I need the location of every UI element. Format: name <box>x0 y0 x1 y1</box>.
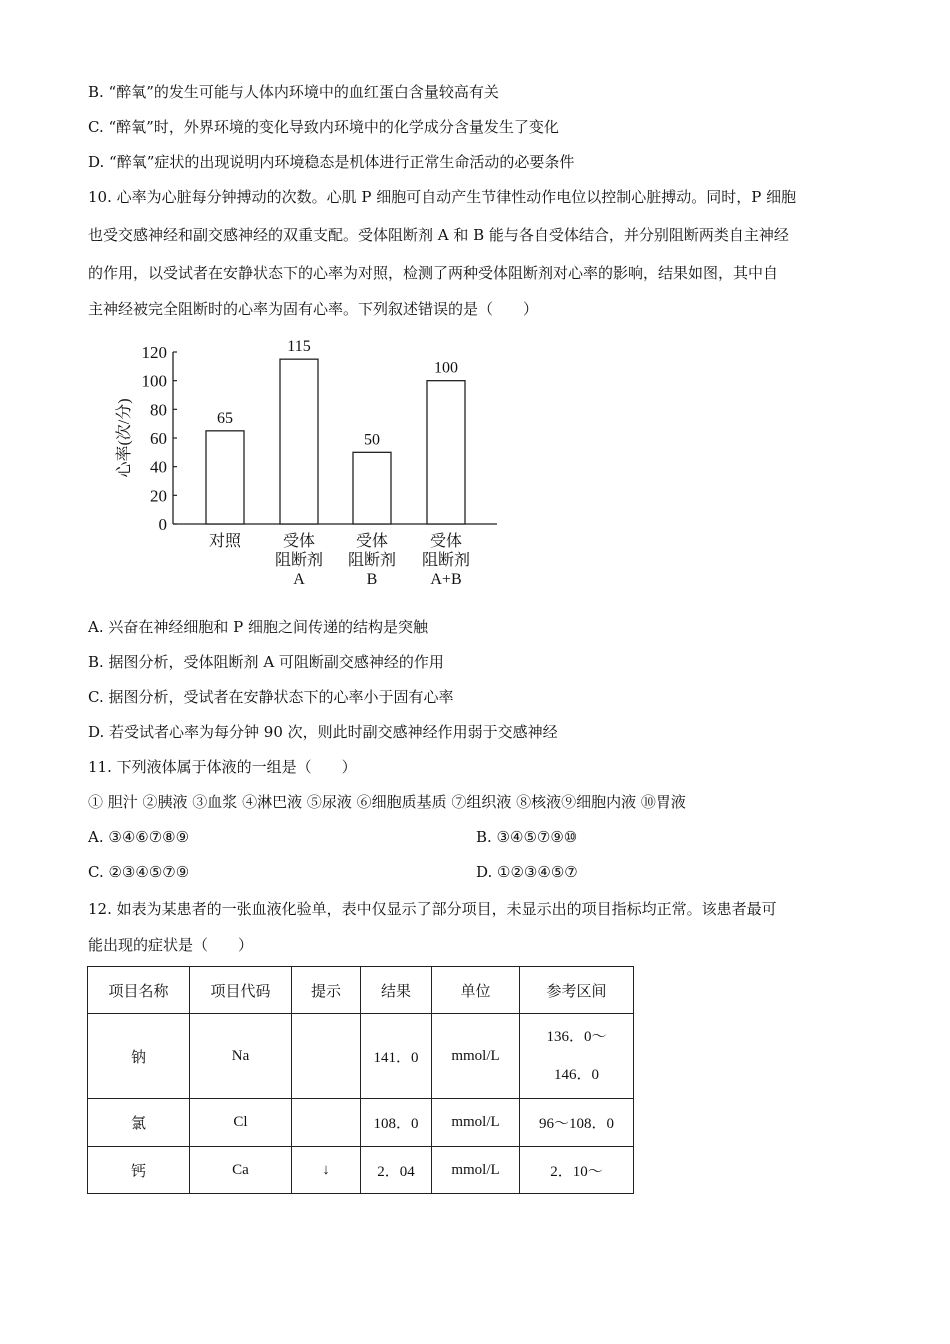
y-ticks <box>142 343 178 534</box>
cell-name: 氯 <box>88 1099 190 1147</box>
cell-result: 141．0 <box>361 1014 432 1099</box>
down-arrow-icon: ↓ <box>322 1161 330 1178</box>
q10-stem-line-4: 主神经被完全阻断时的心率为固有心率。下列叙述错误的是（ ） <box>88 300 539 318</box>
cell-reference-range <box>520 1014 634 1099</box>
cell-unit: mmol/L <box>432 1147 520 1194</box>
cell-name: 钠 <box>88 1014 190 1099</box>
y-tick-label: 80 <box>150 400 167 420</box>
q11-option-b: B. ③④⑤⑦⑨⑩ <box>476 828 578 846</box>
q12-stem-line-2: 能出现的症状是（ ） <box>88 936 254 954</box>
header-unit: 单位 <box>432 967 520 1014</box>
cell-hint <box>292 1099 361 1147</box>
x-category-labels <box>209 532 470 588</box>
bar-value-label: 100 <box>434 359 458 377</box>
x-category-label: 阻断剂 <box>347 552 397 569</box>
blood-test-table <box>87 966 634 1194</box>
range-line-2: 146．0 <box>553 1067 599 1083</box>
heart-rate-bar-chart <box>100 330 520 600</box>
header-item-code: 项目代码 <box>190 967 292 1014</box>
q10-option-b: B. 据图分析，受体阻断剂 A 可阻断副交感神经的作用 <box>88 653 444 671</box>
cell-reference-range: 96～108．0 <box>520 1099 634 1147</box>
chart-canvas <box>100 330 520 600</box>
q11-items: ① 胆汁 ②胰液 ③血浆 ④淋巴液 ⑤尿液 ⑥细胞质基质 ⑦组织液 ⑧核液⑨细胞内液 ⑩胃液 <box>88 793 686 811</box>
q11-option-d: D. ①②③④⑤⑦ <box>476 863 578 881</box>
q10-option-a: A. 兴奋在神经细胞和 P 细胞之间传递的结构是突触 <box>88 618 428 636</box>
x-category-label: A+B <box>430 571 462 588</box>
q12-stem-line-1: 12. 如表为某患者的一张血液化验单，表中仅显示了部分项目，未显示出的项目指标均正常。该患者最可 <box>88 900 777 918</box>
q10-stem-line-1: 10. 心率为心脏每分钟搏动的次数。心肌 P 细胞可自动产生节律性动作电位以控制心脏搏动。同时，P 细胞 <box>88 188 797 206</box>
bar-value-label: 50 <box>364 431 380 449</box>
q9-option-d: D. “醉氧”症状的出现说明内环境稳态是机体进行正常生命活动的必要条件 <box>88 153 575 171</box>
range-line-1: 136．0～ <box>546 1029 607 1045</box>
x-category-label: 受体 <box>355 533 389 550</box>
bar <box>280 359 318 524</box>
q10-option-c: C. 据图分析，受试者在安静状态下的心率小于固有心率 <box>88 688 454 706</box>
header-hint: 提示 <box>292 967 361 1014</box>
q10-stem-line-3: 的作用，以受试者在安静状态下的心率为对照，检测了两种受体阻断剂对心率的影响，结果如图，其中自 <box>88 264 779 282</box>
y-tick-label: 20 <box>150 486 167 506</box>
q9-option-c: C. “醉氧”时，外界环境的变化导致内环境中的化学成分含量发生了变化 <box>88 118 559 136</box>
header-reference-range: 参考区间 <box>520 967 634 1014</box>
table-row <box>88 1099 634 1147</box>
q11-option-c: C. ②③④⑤⑦⑨ <box>88 863 190 881</box>
y-tick-label: 120 <box>141 343 167 362</box>
q11-option-a: A. ③④⑥⑦⑧⑨ <box>88 828 190 846</box>
q10-stem-line-2: 也受交感神经和副交感神经的双重支配。受体阻断剂 A 和 B 能与各自受体结合，并分别阻断两类自主神经 <box>88 226 789 244</box>
y-axis-label: 心率(次/分) <box>116 398 133 478</box>
y-tick-label: 60 <box>150 429 167 448</box>
cell-name: 钙 <box>88 1147 190 1194</box>
table-header-row <box>88 967 634 1014</box>
cell-code: Cl <box>190 1099 292 1147</box>
cell-code: Na <box>190 1014 292 1099</box>
x-category-label: 受体 <box>282 533 316 550</box>
x-category-label: 对照 <box>208 533 242 550</box>
cell-hint <box>292 1014 361 1099</box>
x-category-label: 受体 <box>429 533 463 550</box>
table-row <box>88 1014 634 1099</box>
bar <box>206 431 244 524</box>
table-row <box>88 1147 634 1194</box>
bar-value-label: 115 <box>287 338 311 356</box>
x-category-label: 阻断剂 <box>274 552 324 569</box>
cell-unit: mmol/L <box>432 1099 520 1147</box>
cell-hint <box>292 1147 361 1194</box>
bar <box>427 381 465 524</box>
cell-result: 108．0 <box>361 1099 432 1147</box>
bars <box>206 338 465 524</box>
y-tick-label: 100 <box>141 371 167 391</box>
q9-option-b: B. “醉氧”的发生可能与人体内环境中的血红蛋白含量较高有关 <box>88 83 499 101</box>
q10-option-d: D. 若受试者心率为每分钟 90 次，则此时副交感神经作用弱于交感神经 <box>88 723 558 741</box>
header-item-name: 项目名称 <box>88 967 190 1014</box>
cell-unit: mmol/L <box>432 1014 520 1099</box>
y-tick-label: 40 <box>150 457 167 477</box>
cell-code: Ca <box>190 1147 292 1194</box>
y-tick-label: 0 <box>158 515 167 534</box>
x-category-label: 阻断剂 <box>421 552 471 569</box>
bar-value-label: 65 <box>217 409 233 427</box>
x-category-label: B <box>366 571 378 588</box>
header-result: 结果 <box>361 967 432 1014</box>
q11-stem: 11. 下列液体属于体液的一组是（ ） <box>88 758 357 776</box>
cell-result: 2．04 <box>361 1147 432 1194</box>
bar <box>353 452 391 524</box>
x-category-label: A <box>293 571 305 588</box>
cell-reference-range: 2．10～ <box>520 1147 634 1194</box>
